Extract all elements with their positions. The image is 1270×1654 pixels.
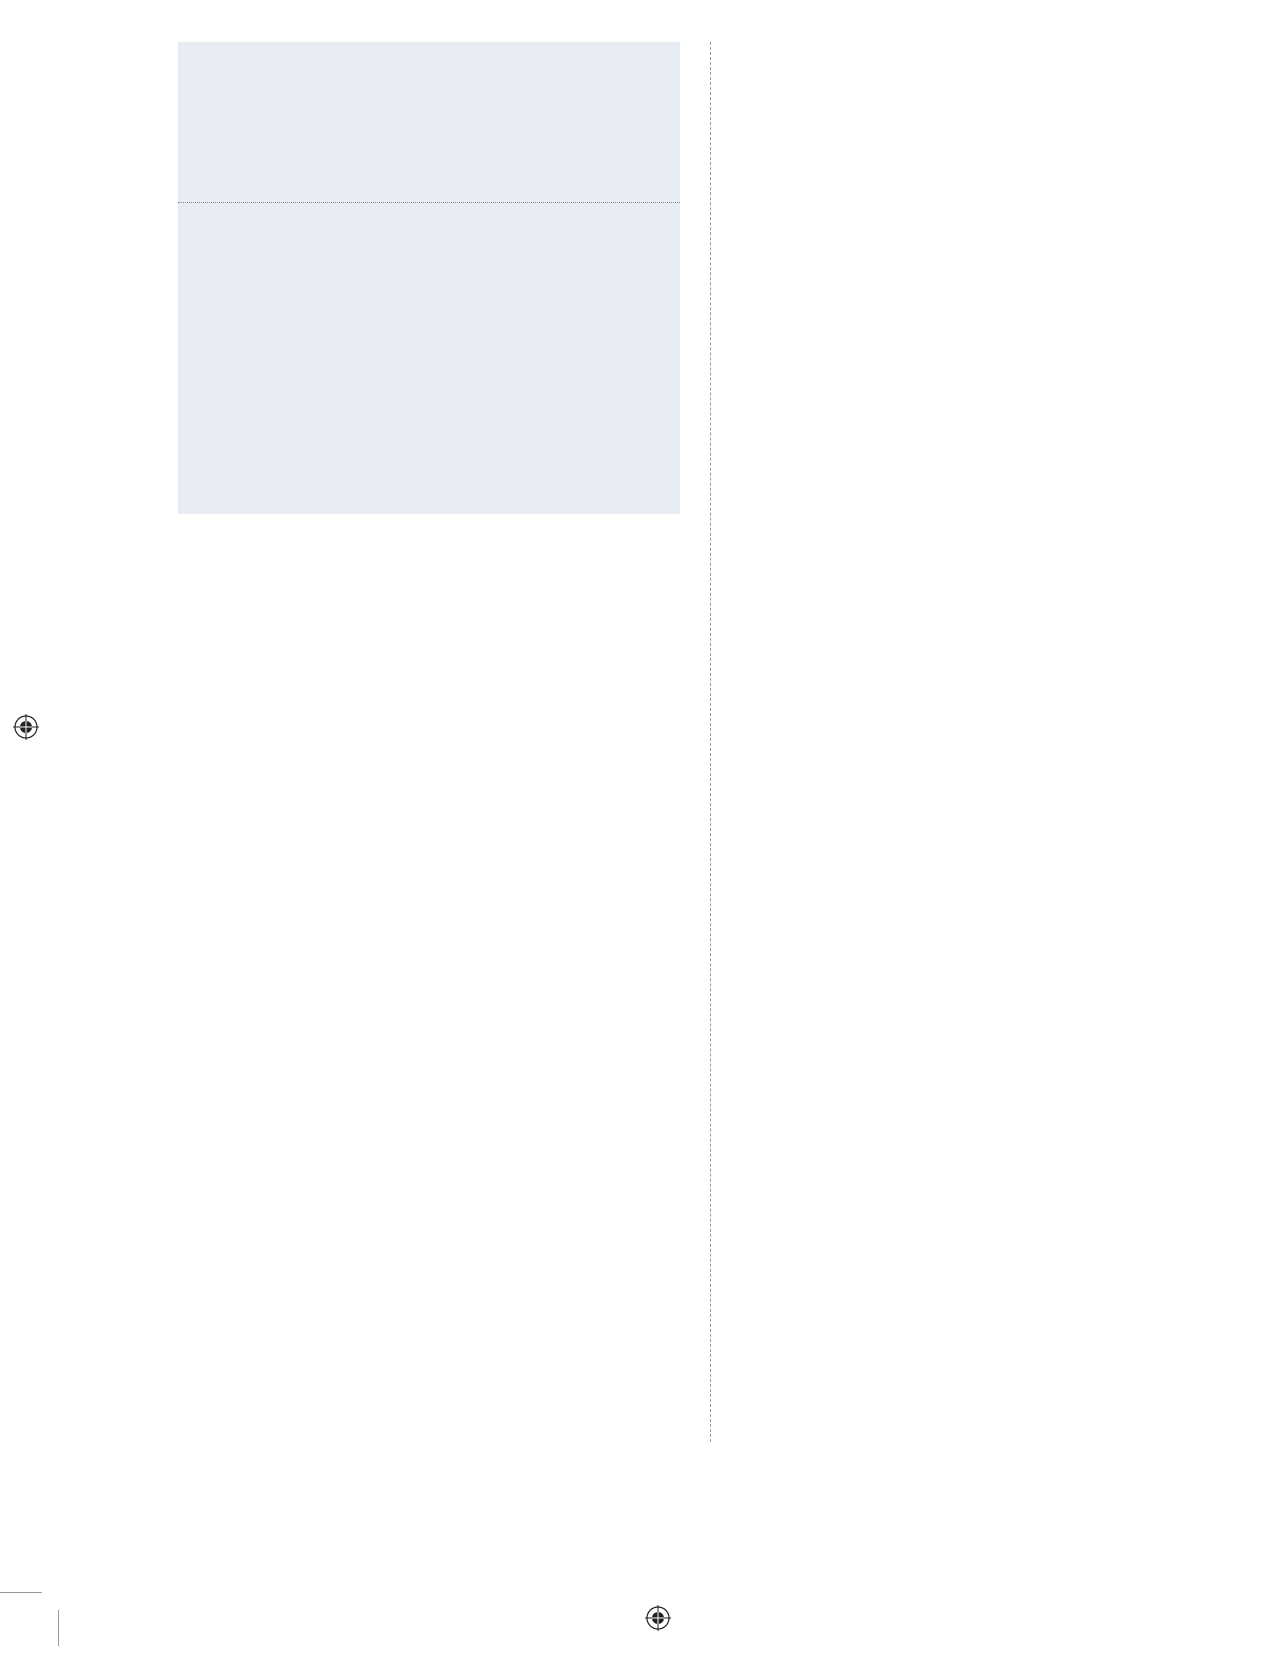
crop-rule-vertical: [58, 1610, 59, 1646]
crop-rule: [0, 1592, 42, 1593]
registration-mark-icon: [645, 1605, 671, 1631]
answer-box: [178, 42, 680, 514]
answer-list: [178, 42, 680, 203]
registration-mark-icon: [13, 714, 39, 740]
column-divider: [710, 42, 711, 1442]
right-explanations: [741, 34, 1241, 44]
writing-assessment: [178, 203, 680, 215]
